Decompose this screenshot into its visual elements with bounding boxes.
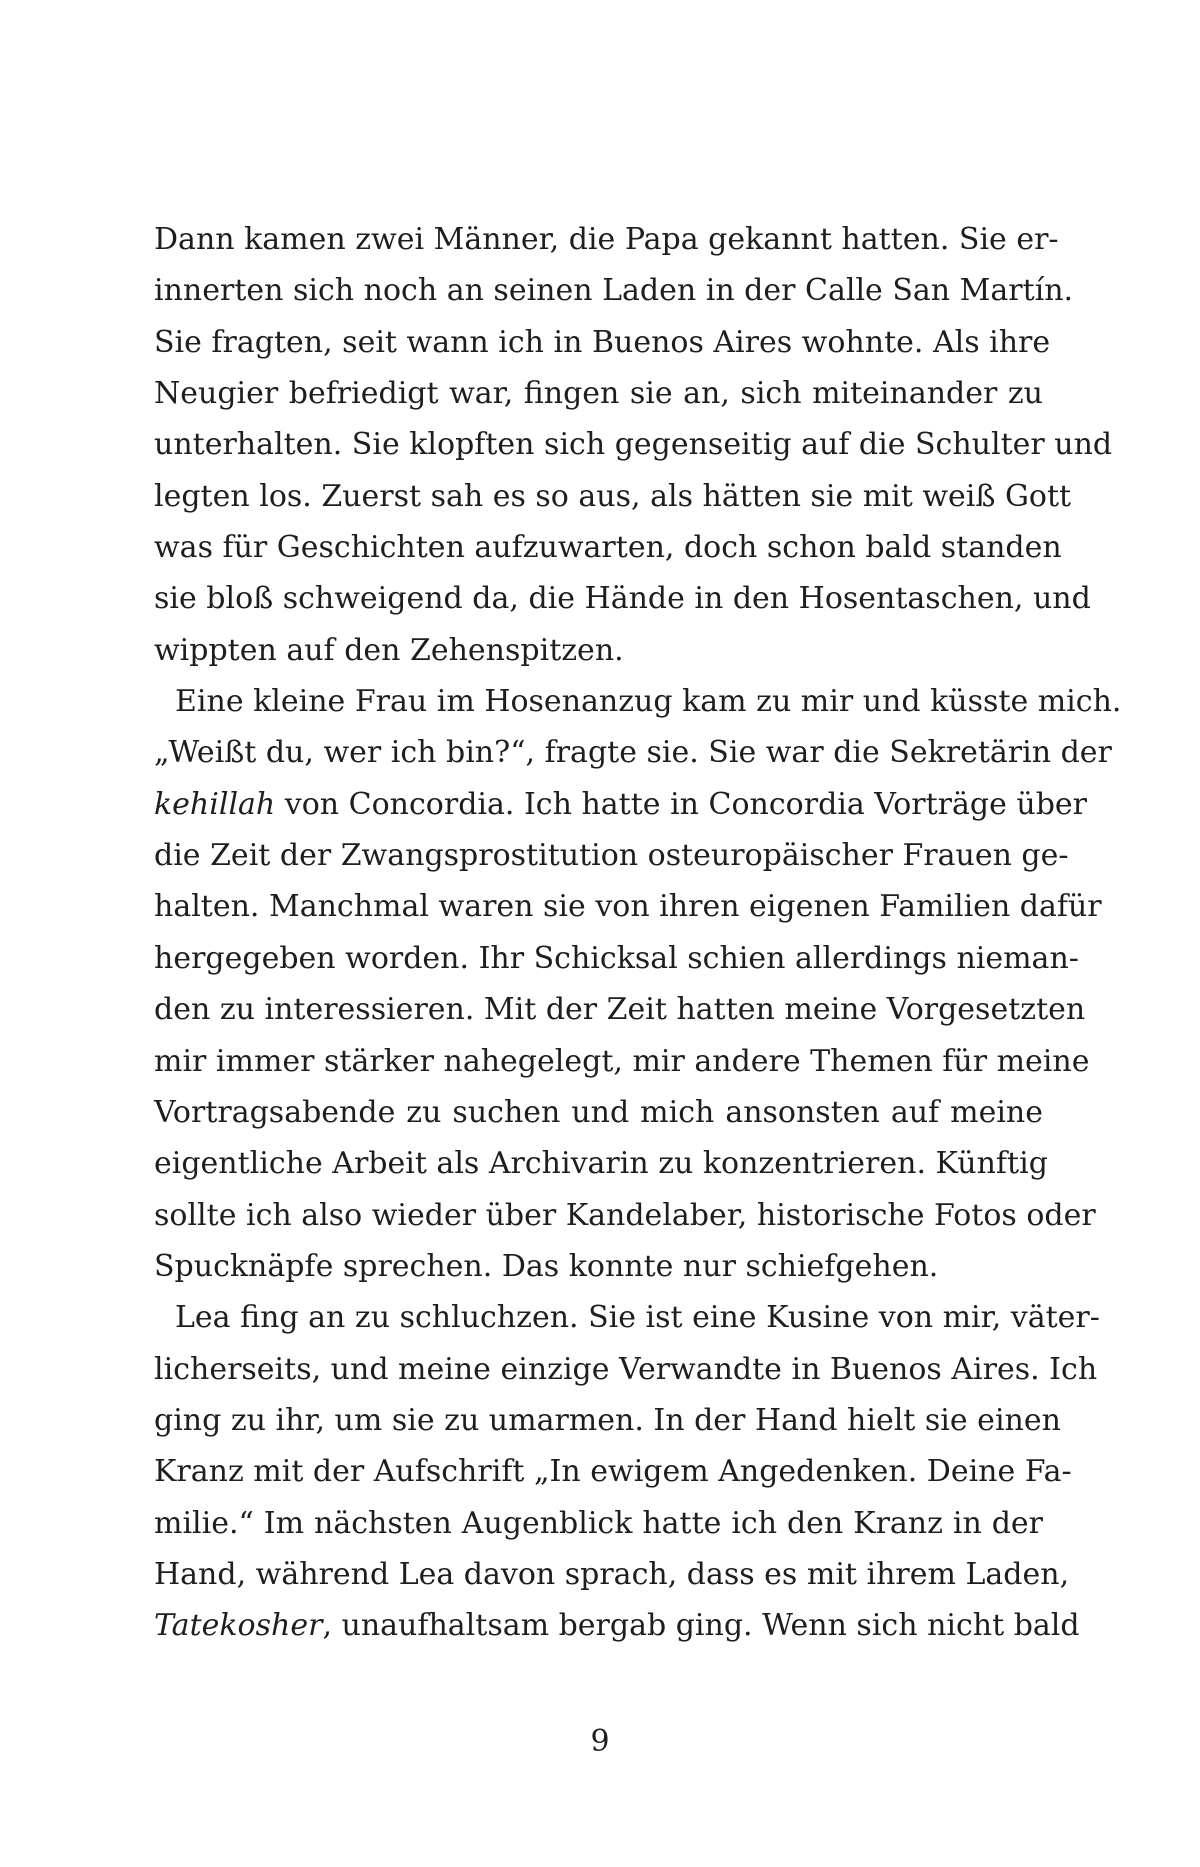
text-segment: eigentliche Arbeit als Archivarin zu konzentrieren. Künftig: [154, 1146, 1048, 1182]
text-segment: Eine kleine Frau im Hosenanzug kam zu mir und küsste mich.: [175, 684, 1122, 720]
text-segment: hergegeben worden. Ihr Schicksal schien allerdings nieman-: [154, 940, 1079, 976]
text-line: [154, 1241, 1043, 1292]
text-segment: legten los. Zuerst sah es so aus, als hätten sie mit weiß Gott: [154, 478, 1072, 514]
text-segment: die Zeit der Zwangsprostitution osteuropäischer Frauen ge-: [154, 838, 1069, 874]
italic-term: Tatekosher: [154, 1608, 323, 1644]
body-text: [154, 214, 1122, 1652]
italic-term: kehillah: [154, 786, 276, 822]
text-line: [154, 1190, 1096, 1241]
text-line: [154, 1549, 1070, 1600]
text-segment: wippten auf den Zehenspitzen.: [154, 632, 624, 668]
text-segment: Spucknäpfe sprechen. Das konnte nur schiefgehen.: [154, 1248, 939, 1284]
text-segment: Kranz mit der Aufschrift „In ewigem Angedenken. Deine Fa-: [154, 1454, 1072, 1490]
text-line: [154, 727, 1112, 778]
text-line: [154, 1498, 1043, 1549]
text-line: [154, 779, 1087, 830]
text-segment: Vortragsabende zu suchen und mich ansonsten auf meine: [154, 1094, 1043, 1130]
text-line: [154, 1446, 1072, 1497]
text-segment: Sie fragten, seit wann ich in Buenos Aires wohnte. Als ihre: [154, 324, 1051, 360]
text-line: [154, 1138, 1048, 1189]
text-segment: innerten sich noch an seinen Laden in der Calle San Martín.: [154, 273, 1074, 309]
text-segment: milie.“ Im nächsten Augenblick hatte ich den Kranz in der: [154, 1505, 1043, 1541]
text-segment: Neugier befriedigt war, fingen sie an, sich miteinander zu: [154, 376, 1043, 412]
paragraph: [154, 214, 1113, 676]
text-segment: sie bloß schweigend da, die Hände in den Hosentaschen, und: [154, 581, 1091, 617]
text-line: [154, 471, 1072, 522]
text-line: [154, 522, 1062, 573]
text-line: [154, 1087, 1043, 1138]
text-segment: „Weißt du, wer ich bin?“, fragte sie. Sie war die Sekretärin der: [154, 735, 1112, 771]
text-segment: , unaufhaltsam bergab ging. Wenn sich nicht bald: [322, 1608, 1080, 1644]
paragraph: [154, 1292, 1100, 1651]
text-line: [154, 881, 1102, 932]
page-number: 9: [590, 1724, 610, 1759]
text-line: [154, 1600, 1080, 1651]
text-segment: mir immer stärker nahegelegt, mir andere Themen für meine: [154, 1043, 1090, 1079]
text-segment: Lea fing an zu schluchzen. Sie ist eine Kusine von mir, väter-: [175, 1300, 1100, 1336]
paragraph: [154, 676, 1122, 1292]
text-segment: von Concordia. Ich hatte in Concordia Vorträge über: [275, 786, 1087, 822]
text-segment: sollte ich also wieder über Kandelaber, historische Fotos oder: [154, 1197, 1096, 1233]
text-line: [154, 317, 1051, 368]
text-line: [154, 1036, 1090, 1087]
text-line: [154, 625, 1043, 676]
text-segment: was für Geschichten aufzuwarten, doch schon bald standen: [154, 530, 1062, 566]
text-segment: Dann kamen zwei Männer, die Papa gekannt hatten. Sie er-: [154, 222, 1059, 257]
text-segment: den zu interessieren. Mit der Zeit hatten meine Vorgesetzten: [154, 992, 1086, 1028]
text-line: [154, 676, 1122, 727]
text-line: [154, 984, 1086, 1035]
text-line: [154, 419, 1113, 470]
text-line: [154, 573, 1091, 624]
text-line: [154, 830, 1069, 881]
text-segment: ging zu ihr, um sie zu umarmen. In der Hand hielt sie einen: [154, 1402, 1061, 1438]
text-line: [154, 368, 1043, 419]
text-line: [154, 214, 1059, 265]
text-line: [154, 933, 1079, 984]
text-segment: unterhalten. Sie klopften sich gegenseitig auf die Schulter und: [154, 427, 1113, 463]
text-segment: halten. Manchmal waren sie von ihren eigenen Familien dafür: [154, 889, 1102, 925]
text-segment: Hand, während Lea davon sprach, dass es mit ihrem Laden,: [154, 1556, 1070, 1592]
text-segment: licherseits, und meine einzige Verwandte in Buenos Aires. Ich: [154, 1351, 1098, 1387]
text-line: [154, 1344, 1098, 1395]
text-line: [154, 265, 1074, 316]
text-line: [154, 1292, 1100, 1343]
text-line: [154, 1395, 1061, 1446]
